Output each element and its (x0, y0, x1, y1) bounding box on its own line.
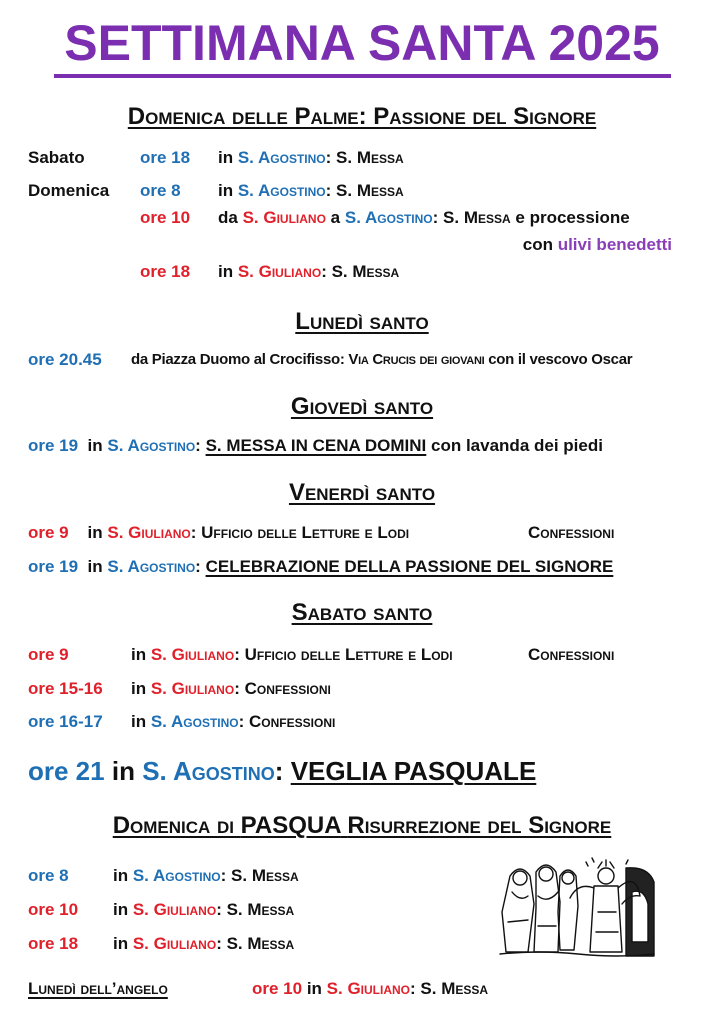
palme-r1-time: ore 18 (140, 148, 191, 167)
title-underline (54, 74, 671, 78)
sabato-r2-line: in S. Giuliano: Confessioni (131, 679, 331, 698)
church-name: S. Giuliano (326, 979, 411, 998)
veglia-line: ore 21 in S. Agostino: VEGLIA PASQUALE (28, 756, 537, 786)
giovedi-heading: Giovedì santo (290, 393, 434, 420)
church-name: S. Agostino (237, 181, 326, 200)
venerdi-r1-line: ore 9 in S. Giuliano: Ufficio delle Letture e Lodi (28, 523, 410, 542)
palme-r1-line: in S. Agostino: S. Messa (218, 148, 404, 167)
lunedi-line: da Piazza Duomo al Crocifisso: Via Crucis dei giovani con il vescovo Oscar (131, 351, 633, 368)
sabato-r1-line: in S. Giuliano: Ufficio delle Letture e Lodi (131, 645, 453, 664)
palme-r3-line: da S. Giuliano a S. Agostino: S. Messa e processione (218, 208, 630, 227)
pasqua-r3-time: ore 18 (28, 934, 79, 953)
pasqua-r3-line: in S. Giuliano: S. Messa (113, 934, 295, 953)
sabato-heading: Sabato santo (291, 599, 433, 626)
lunedi-time: ore 20.45 (28, 350, 102, 369)
venerdi-r2-line: ore 19 in S. Agostino: CELEBRAZIONE DELLA PASSIONE DEL SIGNORE (28, 557, 614, 576)
pasqua-r2-line: in S. Giuliano: S. Messa (113, 900, 295, 919)
church-name: S. Giuliano (242, 208, 326, 227)
church-name: S. Agostino (132, 866, 221, 885)
venerdi-heading: Venerdì santo (288, 479, 436, 506)
pasqua-r1-line: in S. Agostino: S. Messa (113, 866, 299, 885)
palme-heading: Domenica delle Palme: Passione del Signore (127, 103, 597, 130)
pasqua-r2-time: ore 10 (28, 900, 79, 919)
church-name: S. Agostino (107, 436, 196, 455)
pasqua-heading: Domenica di PASQUA Risurrezione del Signore (112, 812, 612, 839)
palme-r4-time: ore 18 (140, 262, 191, 281)
resurrection-illustration (498, 852, 656, 958)
church-name: S. Giuliano (150, 645, 235, 664)
church-name: S. Agostino (237, 148, 326, 167)
sabato-r3-line: in S. Agostino: Confessioni (131, 712, 336, 731)
pasqua-r1-time: ore 8 (28, 866, 69, 885)
palme-r3b-line: con ulivi benedetti (522, 235, 672, 254)
sabato-r3-time: ore 16-17 (28, 712, 103, 731)
sabato-r1-time: ore 9 (28, 645, 69, 664)
church-name: S. Agostino (142, 756, 275, 786)
venerdi-r1-extra: Confessioni (528, 523, 615, 542)
day-sabato: Sabato (28, 148, 85, 167)
page-title: SETTIMANA SANTA 2025 (64, 15, 660, 71)
church-name: S. Agostino (107, 557, 196, 576)
veglia-event: VEGLIA PASQUALE (290, 756, 537, 786)
giovedi-line: ore 19 in S. Agostino: S. MESSA IN CENA DOMINI con lavanda dei piedi (28, 436, 603, 455)
lunedi-heading: Lunedì santo (295, 308, 429, 335)
church-name: S. Giuliano (107, 523, 191, 542)
church-name: S. Giuliano (132, 934, 217, 953)
church-name: S. Agostino (150, 712, 239, 731)
palme-r2-time: ore 8 (140, 181, 181, 200)
angelo-line: ore 10 in S. Giuliano: S. Messa (252, 979, 489, 998)
church-name: S. Giuliano (150, 679, 235, 698)
angelo-label: Lunedì dell’angelo (28, 979, 168, 998)
day-domenica: Domenica (28, 181, 110, 200)
church-name: S. Agostino (344, 208, 433, 227)
palme-r3-time: ore 10 (140, 208, 191, 227)
sabato-r1-extra: Confessioni (528, 645, 615, 664)
church-name: S. Giuliano (237, 262, 322, 281)
sabato-r2-time: ore 15-16 (28, 679, 103, 698)
palme-r4-line: in S. Giuliano: S. Messa (218, 262, 400, 281)
palme-r2-line: in S. Agostino: S. Messa (218, 181, 404, 200)
church-name: S. Giuliano (132, 900, 217, 919)
